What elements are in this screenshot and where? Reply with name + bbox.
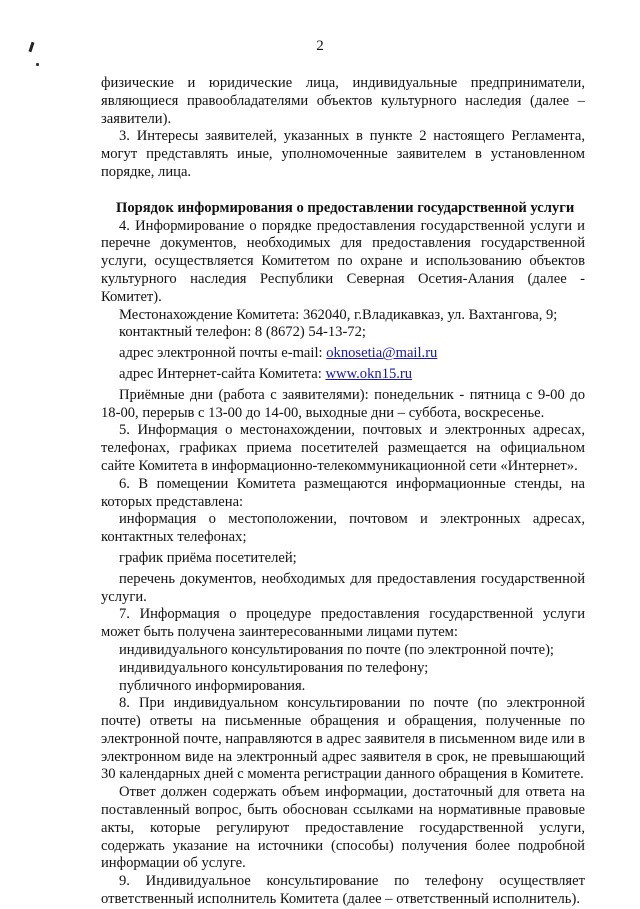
paragraph: 5. Информация о местонахождении, почтовых и электронных адресах, телефонах, графиках приема посетителей размещается на официальном сайте Комитета в информационно-телекоммуникационной сети «Интернет». — [101, 422, 585, 474]
list-item: индивидуального консультирования по почте (по электронной почте); — [119, 641, 554, 658]
paragraph: Ответ должен содержать объем информации, достаточный для ответа на поставленный вопрос, быть обоснован ссылками на нормативные правовые акты, которые регулируют предоставление государственной услуги, содержать указание на источники (способы) получения более подробной информации об услуге. — [101, 784, 585, 872]
document-body — [101, 75, 585, 909]
list-item: перечень документов, необходимых для предоставления государственной услуги. — [101, 570, 585, 605]
scan-mark — [36, 63, 39, 66]
list-item: информация о местоположении, почтовом и электронных адресах, контактных телефонах; — [101, 511, 585, 546]
section-heading: Порядок информирования о предоставлении государственной услуги — [116, 199, 575, 216]
paragraph: 3. Интересы заявителей, указанных в пункте 2 настоящего Регламента, могут представлять иные, уполномоченные заявителем в установленном порядке, лица. — [101, 128, 585, 180]
email-line — [101, 345, 585, 363]
email-label: адрес электронной почты e-mail: — [119, 345, 327, 362]
site-line — [101, 366, 585, 384]
address-line: Местонахождение Комитета: 362040, г.Владикавказ, ул. Вахтангова, 9; — [119, 306, 558, 323]
list-item: график приёма посетителей; — [119, 549, 297, 566]
list-item: индивидуального консультирования по телефону; — [119, 659, 429, 676]
site-label: адрес Интернет-сайта Комитета: — [119, 365, 326, 382]
phone-line: контактный телефон: 8 (8672) 54-13-72; — [119, 324, 366, 341]
paragraph: физические и юридические лица, индивидуальные предприниматели, являющиеся правообладателями объектов культурного наследия (далее – заявители). — [101, 75, 585, 127]
paragraph: 4. Информирование о порядке предоставления государственной услуги и перечне документов, необходимых для предоставления государственной услуги, осуществляется Комитетом по охране и использованию объектов культурного наследия Республики Северная Осетия-Алания (далее - Комитет). — [101, 217, 585, 305]
paragraph: 7. Информация о процедуре предоставления государственной услуги может быть получена заинтересованными лицами путем: — [101, 606, 585, 641]
email-link[interactable]: oknosetia@mail.ru — [326, 345, 438, 362]
paragraph: 6. В помещении Комитета размещаются информационные стенды, на которых представлена: — [101, 475, 585, 510]
page-number: 2 — [316, 38, 324, 54]
paragraph: Приёмные дни (работа с заявителями): понедельник - пятница с 9-00 до 18-00, перерыв с 13-00 до 14-00, выходные дни – суббота, воскресенье. — [101, 386, 585, 421]
list-item: публичного информирования. — [119, 677, 306, 694]
paragraph: 9. Индивидуальное консультирование по телефону осуществляет ответственный исполнитель Комитета (далее – ответственный исполнитель). — [101, 873, 585, 908]
paragraph: 8. При индивидуальном консультировании по почте (по электронной почте) ответы на письменные обращения и обращения, полученные по электронной почте, направляются в адрес заявителя в письменном виде или в электронном виде на электронный адрес заявителя в срок, не превышающий 30 календарных дней с момента регистрации данного обращения в Комитете. — [101, 695, 585, 783]
site-link[interactable]: www.okn15.ru — [325, 365, 413, 382]
